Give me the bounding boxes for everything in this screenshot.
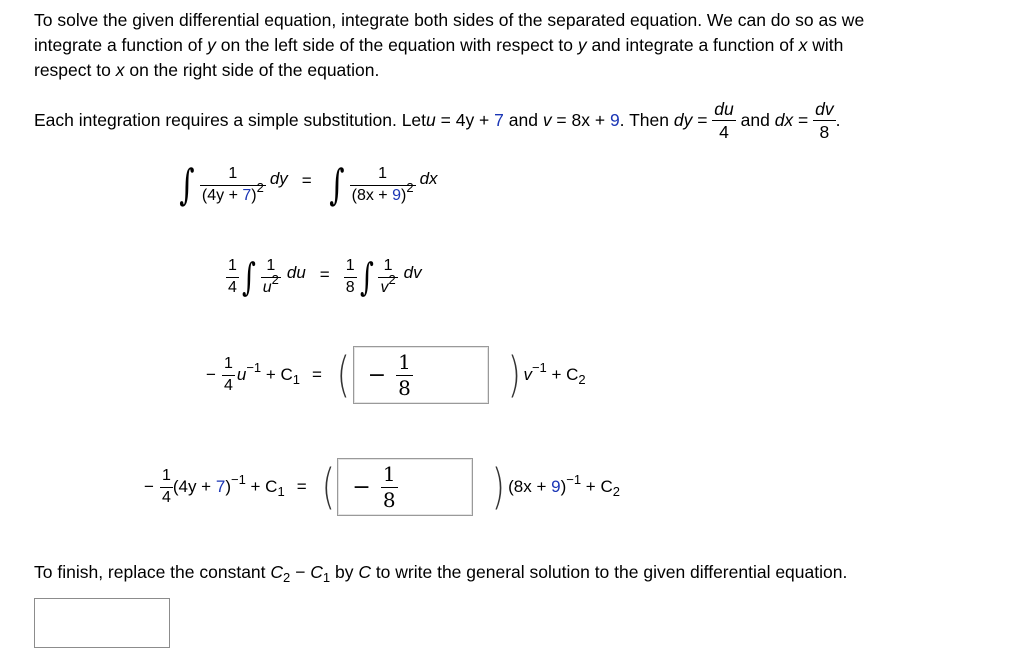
intro-text: integrate a function of [34, 35, 208, 55]
fraction-numerator: 1 [223, 354, 233, 372]
constant-c1: C [310, 562, 323, 582]
minus-sign: − [206, 365, 216, 384]
substitution-text: . Then [619, 110, 674, 131]
fraction-bar [813, 120, 835, 121]
exponent: −1 [246, 359, 262, 375]
equals-sign: = [692, 110, 713, 131]
expr-text: ) [560, 477, 567, 496]
den-text: ) [251, 186, 257, 204]
fraction-denominator: 8 [819, 122, 830, 143]
exponent: −1 [566, 471, 582, 487]
integral-sign-icon: ∫ [241, 255, 256, 300]
fraction-denominator: 4 [228, 278, 237, 296]
intro-text: with [807, 35, 844, 55]
fraction-numerator: 1 [383, 257, 393, 274]
subscript: 2 [578, 371, 586, 387]
intro-text: To solve the given differential equation, integrate both sides of the separated equation. We can do so as we [34, 10, 865, 30]
diff-dx: dx [419, 169, 438, 188]
integral-sign-icon: ∫ [359, 255, 374, 300]
equation-2 [226, 255, 422, 300]
answer-box-1[interactable] [353, 346, 489, 404]
answer-fraction [396, 349, 413, 400]
fraction-numerator: 1 [228, 257, 237, 274]
var-u: u [236, 365, 247, 384]
intro-text: and integrate a function of [586, 35, 799, 55]
intro-text: on the right side of the equation. [124, 60, 380, 80]
right-paren-icon: ) [492, 459, 506, 515]
intro-text: on the left side of the equation with respect to [215, 35, 578, 55]
constant-nine: 9 [609, 110, 620, 131]
plus-constant-c2: + C [546, 365, 579, 384]
constant-seven: 7 [494, 110, 504, 131]
eq2-coef-left [226, 258, 239, 297]
fraction-numerator: 1 [398, 349, 411, 374]
fraction-numerator: dv [815, 99, 834, 119]
equals-sign: = [793, 110, 814, 131]
answer-box-2[interactable] [337, 458, 473, 516]
finish-text: by [330, 562, 359, 582]
substitution-line [34, 100, 1004, 142]
constant-nine: 9 [392, 186, 401, 204]
fraction-numerator: 1 [382, 461, 396, 486]
constant-c2: C [270, 562, 284, 582]
fraction-numerator: du [714, 99, 734, 119]
fraction-numerator: 1 [378, 164, 388, 182]
fraction-denominator [200, 179, 266, 205]
fraction-numerator: 1 [161, 466, 171, 484]
plus-constant-c2: + C [581, 477, 613, 496]
intro-line-1 [34, 8, 1004, 33]
eq2-coef-right [344, 258, 357, 297]
substitution-text: and [735, 110, 775, 131]
var-u: u [426, 110, 436, 131]
var-y: y [577, 35, 587, 55]
fraction-denominator: 8 [398, 375, 411, 400]
plus-constant-c1: + C [245, 477, 278, 496]
minus-sign: − [144, 477, 154, 496]
dv-over-8-fraction [813, 100, 835, 142]
fraction-bar [344, 277, 357, 278]
expr-text: (8x + [508, 477, 552, 496]
den-text: ) [401, 186, 407, 204]
left-paren-icon: ( [321, 459, 335, 515]
fraction-denominator: 4 [161, 488, 171, 506]
finish-line [34, 560, 1004, 586]
var-v: v [380, 278, 389, 296]
fraction-denominator: 4 [719, 122, 729, 143]
fraction-numerator: 1 [228, 164, 238, 182]
eq2-left-fraction [261, 258, 281, 297]
diff-du: du [286, 263, 306, 283]
intro-text: respect to [34, 60, 116, 80]
substitution-text: Each integration requires a simple substitution. Let [34, 110, 427, 131]
var-u: u [262, 278, 272, 296]
exponent: −1 [230, 471, 246, 487]
var-x: x [115, 60, 125, 80]
integral-sign-icon: ∫ [179, 160, 195, 209]
equals-sign: = [296, 477, 307, 496]
plus-constant-c1: + C [261, 365, 293, 384]
answer-fraction [381, 461, 398, 512]
intro-paragraph [34, 8, 1004, 83]
fraction-bar [200, 185, 266, 186]
den-text: (8x + [351, 186, 393, 204]
eq1-left-fraction [200, 166, 266, 205]
fraction-bar [222, 375, 235, 376]
fraction-denominator [261, 271, 281, 297]
du-over-4-fraction [712, 100, 735, 142]
equation-1 [176, 160, 438, 209]
exponent: 2 [256, 179, 264, 195]
fraction-denominator [378, 271, 397, 297]
exponent: 2 [271, 271, 279, 287]
var-v: v [523, 365, 532, 384]
constant-seven: 7 [215, 477, 226, 496]
diff-dv: dv [403, 263, 422, 283]
finish-text: To finish, replace the constant [34, 562, 271, 582]
equals-sign: = [319, 265, 330, 285]
equation-3 [206, 346, 586, 404]
equation-4 [144, 458, 620, 516]
finish-text: to write the general solution to the given differential equation. [370, 562, 848, 582]
subscript: 1 [322, 570, 331, 585]
intro-line-3 [34, 58, 1004, 83]
eq2-right-fraction [378, 258, 397, 297]
substitution-text: = 4y + [435, 110, 495, 131]
fraction-denominator: 8 [345, 278, 355, 296]
var-v: v [542, 110, 552, 131]
expr-text: ) [225, 477, 231, 496]
den-text: (4y + [201, 186, 243, 204]
fraction-denominator: 4 [223, 376, 233, 394]
var-x: x [798, 35, 808, 55]
subscript: 1 [292, 371, 301, 387]
eq4-coef [160, 468, 173, 507]
integral-sign-icon: ∫ [329, 160, 345, 209]
right-paren-icon: ) [507, 347, 521, 403]
fraction-bar [160, 487, 173, 488]
constant-nine: 9 [551, 477, 561, 496]
diff-dy: dy [269, 169, 288, 188]
subscript: 2 [612, 483, 620, 499]
subscript: 2 [283, 570, 291, 585]
constant-seven: 7 [242, 186, 252, 204]
diff-dx: dx [774, 110, 794, 131]
answer-minus: − [352, 474, 371, 500]
diff-dy: dy [673, 110, 693, 131]
substitution-text: = 8x + [551, 110, 610, 131]
fraction-denominator [350, 179, 416, 205]
constant-c: C [358, 562, 371, 582]
eq3-coef [222, 356, 235, 395]
intro-line-2 [34, 33, 1004, 58]
equals-sign: = [301, 171, 312, 190]
fraction-bar [226, 277, 239, 278]
exponent: 2 [388, 271, 396, 287]
fraction-numerator: 1 [266, 257, 276, 274]
fraction-bar [712, 120, 735, 121]
exponent: −1 [531, 359, 547, 375]
minus-sign: − [290, 562, 311, 582]
eq1-right-fraction [350, 166, 416, 205]
subscript: 1 [277, 483, 285, 499]
equals-sign: = [312, 365, 322, 384]
substitution-text: and [503, 110, 543, 131]
fraction-numerator: 1 [345, 257, 355, 274]
exponent: 2 [406, 179, 414, 195]
answer-minus: − [367, 362, 387, 388]
var-y: y [207, 35, 216, 55]
general-solution-input[interactable] [34, 598, 170, 648]
fraction-denominator: 8 [382, 487, 396, 512]
expr-text: (4y + [172, 477, 216, 496]
period: . [835, 110, 841, 131]
left-paren-icon: ( [336, 347, 350, 403]
